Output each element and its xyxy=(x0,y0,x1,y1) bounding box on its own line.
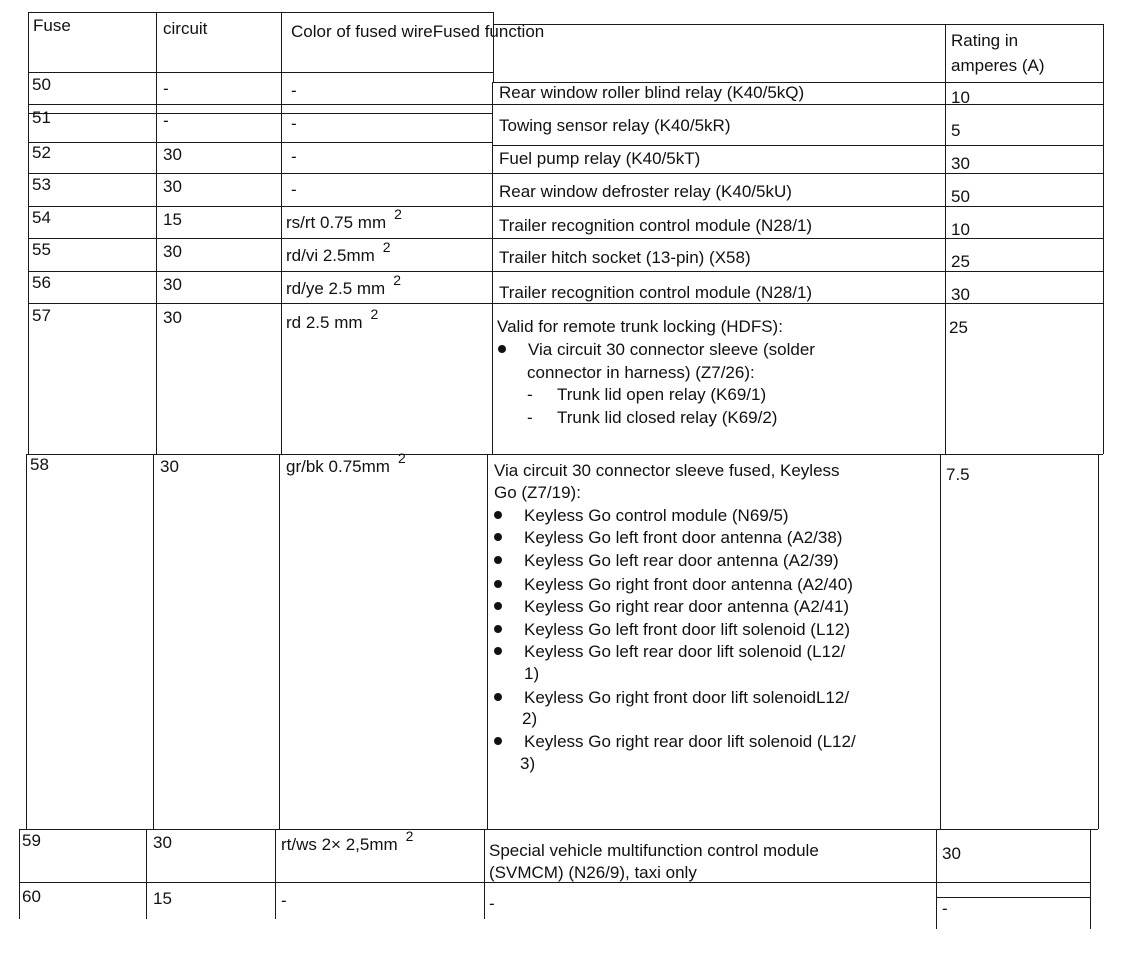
function-sub-item-text: Trunk lid closed relay (K69/2) xyxy=(557,408,778,427)
wire-color: - xyxy=(291,114,297,133)
superscript: 2 xyxy=(370,306,379,322)
grid-line xyxy=(28,12,493,13)
fuse-number: 58 xyxy=(30,455,49,474)
rating-value: 25 xyxy=(949,318,968,337)
circuit-value: 30 xyxy=(163,242,182,261)
grid-line xyxy=(940,454,941,829)
wire-color: - xyxy=(291,180,297,199)
fused-function-intro: Via circuit 30 connector sleeve fused, Keyless xyxy=(494,461,840,480)
rating-value: 5 xyxy=(951,121,961,140)
grid-line xyxy=(146,829,147,919)
rating-value: 30 xyxy=(942,844,961,863)
grid-line xyxy=(945,24,946,454)
bullet-icon xyxy=(498,345,506,353)
rating-value: 7.5 xyxy=(946,465,970,484)
function-bullet-text: Keyless Go control module (N69/5) xyxy=(524,506,789,525)
rating-value: - xyxy=(942,899,948,918)
grid-line xyxy=(26,454,27,829)
grid-line xyxy=(28,142,493,143)
fused-function: - xyxy=(489,894,495,913)
circuit-value: - xyxy=(163,111,169,130)
grid-line xyxy=(492,82,493,454)
dash-marker: - xyxy=(527,408,533,427)
grid-line xyxy=(493,24,1103,25)
fuse-number: 57 xyxy=(32,306,51,325)
fused-function-intro: Valid for remote trunk locking (HDFS): xyxy=(497,317,783,336)
wire-color-text: gr/bk 0.75mm xyxy=(286,457,390,476)
header-circuit: circuit xyxy=(163,19,208,38)
grid-line xyxy=(28,12,29,454)
grid-line xyxy=(1090,829,1091,929)
grid-line xyxy=(26,454,1103,455)
circuit-value: 30 xyxy=(160,457,179,476)
function-bullet-continuation: 3) xyxy=(520,754,536,773)
fused-function-intro: Go (Z7/19): xyxy=(494,483,581,502)
function-bullet-text: Keyless Go left front door lift solenoid (L12) xyxy=(524,620,850,639)
circuit-value: 30 xyxy=(163,308,182,327)
dash-marker: - xyxy=(527,385,533,404)
fuse-number: 51 xyxy=(32,108,51,127)
superscript: 2 xyxy=(397,450,406,466)
grid-line xyxy=(484,829,485,919)
function-bullet-text: Keyless Go right front door antenna (A2/40) xyxy=(524,575,853,594)
header-fuse: Fuse xyxy=(33,16,71,35)
function-bullet xyxy=(494,527,842,549)
rating-value: 10 xyxy=(951,220,970,239)
wire-color xyxy=(286,206,402,234)
wire-color: - xyxy=(291,81,297,100)
grid-line xyxy=(19,829,20,919)
function-bullet-text: Keyless Go left rear door antenna (A2/39) xyxy=(524,551,839,570)
fused-function: Towing sensor relay (K40/5kR) xyxy=(499,116,731,135)
fused-function: Rear window defroster relay (K40/5kU) xyxy=(499,182,792,201)
bullet-icon xyxy=(494,533,502,541)
grid-line xyxy=(493,145,1103,146)
bullet-icon xyxy=(494,647,502,655)
function-sub-item xyxy=(527,384,766,406)
function-bullet-continuation: 1) xyxy=(524,664,540,683)
fuse-number: 53 xyxy=(32,175,51,194)
grid-line xyxy=(153,454,154,829)
bullet-icon xyxy=(494,602,502,610)
bullet-icon xyxy=(494,737,502,745)
grid-line xyxy=(28,113,493,114)
grid-line xyxy=(1103,24,1104,454)
wire-color: - xyxy=(291,147,297,166)
rating-value: 10 xyxy=(951,88,970,107)
fuse-number: 56 xyxy=(32,273,51,292)
grid-line xyxy=(28,238,1103,239)
fused-function: (SVMCM) (N26/9), taxi only xyxy=(489,863,697,882)
function-bullet-continuation: 2) xyxy=(522,709,538,728)
fuse-number: 54 xyxy=(32,208,51,227)
function-bullet-text: Keyless Go right front door lift solenoidL12/ xyxy=(524,688,850,707)
wire-color-text: rd 2.5 mm xyxy=(286,313,363,332)
grid-line xyxy=(28,72,493,73)
grid-line xyxy=(28,104,1103,105)
function-bullet-text: Keyless Go right rear door antenna (A2/41) xyxy=(524,597,850,616)
wire-color xyxy=(286,272,401,300)
function-bullet xyxy=(494,505,789,527)
function-bullet xyxy=(494,550,839,572)
fused-function: Trailer recognition control module (N28/1) xyxy=(499,216,813,235)
fused-function: Rear window roller blind relay (K40/5kQ) xyxy=(499,83,805,102)
fused-function: Fuel pump relay (K40/5kT) xyxy=(499,149,701,168)
header-color-function: Color of fused wireFused function xyxy=(291,22,545,41)
fuse-number: 50 xyxy=(32,75,51,94)
grid-line xyxy=(28,206,1103,207)
fused-function: Trailer recognition control module (N28/1) xyxy=(499,283,813,302)
fuse-number: 52 xyxy=(32,143,51,162)
bullet-icon xyxy=(494,625,502,633)
grid-line xyxy=(28,173,1103,174)
grid-line xyxy=(275,829,276,919)
superscript: 2 xyxy=(405,828,414,844)
wire-color xyxy=(281,828,414,856)
grid-line xyxy=(19,829,1098,830)
fuse-number: 55 xyxy=(32,240,51,259)
grid-line xyxy=(1098,454,1099,829)
wire-color-text: rd/vi 2.5mm xyxy=(286,246,375,265)
wire-color xyxy=(286,450,406,478)
circuit-value: 30 xyxy=(163,275,182,294)
function-sub-item-text: Trunk lid open relay (K69/1) xyxy=(557,385,767,404)
bullet-icon xyxy=(494,580,502,588)
grid-line xyxy=(936,897,1090,898)
superscript: 2 xyxy=(382,239,391,255)
rating-value: 25 xyxy=(951,252,970,271)
function-bullet xyxy=(494,687,849,709)
function-bullet-text: Keyless Go right rear door lift solenoid (L12/ xyxy=(524,732,856,751)
function-bullet xyxy=(494,619,850,641)
function-bullet xyxy=(494,641,845,663)
circuit-value: 30 xyxy=(153,833,172,852)
grid-line xyxy=(28,271,1103,272)
header-rating-line1: Rating in xyxy=(951,31,1019,50)
function-bullet xyxy=(498,339,815,361)
wire-color xyxy=(286,306,379,334)
function-bullet-text: Keyless Go left rear door lift solenoid (L12/ xyxy=(524,642,846,661)
rating-value: 50 xyxy=(951,187,970,206)
bullet-icon xyxy=(494,693,502,701)
fused-function: Trailer hitch socket (13-pin) (X58) xyxy=(499,248,751,267)
grid-line xyxy=(281,12,282,454)
grid-line xyxy=(279,454,280,829)
grid-line xyxy=(487,454,488,829)
rating-value: 30 xyxy=(951,154,970,173)
function-bullet xyxy=(494,574,853,596)
circuit-value: 15 xyxy=(163,210,182,229)
wire-color-text: rs/rt 0.75 mm xyxy=(286,213,387,232)
wire-color xyxy=(286,239,391,267)
function-bullet-text: Keyless Go left front door antenna (A2/38) xyxy=(524,528,843,547)
fused-function: Special vehicle multifunction control module xyxy=(489,841,819,860)
function-bullet xyxy=(494,596,849,618)
header-rating-line2: amperes (A) xyxy=(951,56,1045,75)
fuse-number: 59 xyxy=(22,831,41,850)
circuit-value: 30 xyxy=(163,177,182,196)
superscript: 2 xyxy=(393,272,401,288)
rating-value: 30 xyxy=(951,285,970,304)
bullet-icon xyxy=(494,556,502,564)
bullet-icon xyxy=(494,511,502,519)
wire-color-text: rd/ye 2.5 mm xyxy=(286,279,386,298)
function-bullet xyxy=(494,731,856,753)
function-bullet-continuation: connector in harness) (Z7/26): xyxy=(527,363,755,382)
circuit-value: - xyxy=(163,79,169,98)
function-bullet-text: Via circuit 30 connector sleeve (solder xyxy=(528,340,815,359)
grid-line xyxy=(936,829,937,929)
circuit-value: 30 xyxy=(163,145,182,164)
circuit-value: 15 xyxy=(153,889,172,908)
wire-color-text: rt/ws 2× 2,5mm xyxy=(281,835,398,854)
wire-color: - xyxy=(281,891,287,910)
function-sub-item xyxy=(527,407,777,429)
superscript: 2 xyxy=(394,206,402,222)
fuse-number: 60 xyxy=(22,887,41,906)
grid-line xyxy=(156,12,157,454)
